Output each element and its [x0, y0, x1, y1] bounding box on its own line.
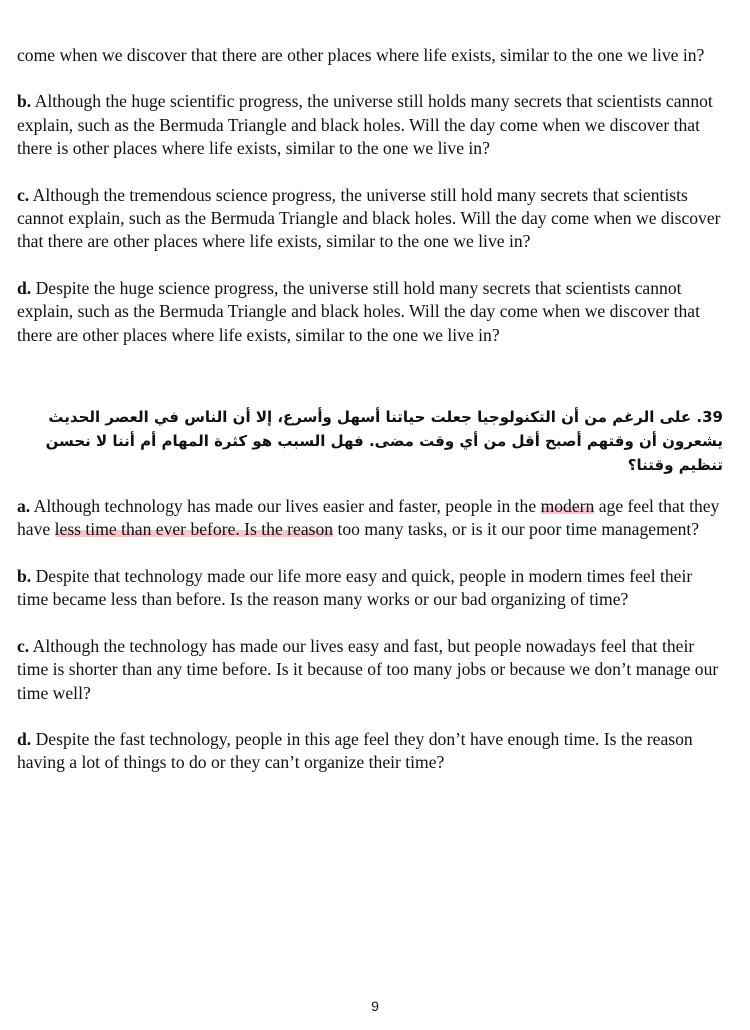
q39-option-c [17, 635, 723, 705]
question-number: 39. [696, 408, 723, 427]
option-text-part: Although technology has made our lives easier and faster, people in the [33, 496, 541, 517]
highlighted-text: less time than ever before. Is the reason [54, 519, 334, 540]
option-text: Although the technology has made our lives easy and fast, but people nowadays feel that their time is shorter than any time before. Is it because of too many jobs or because we don’t manage our time well? [17, 635, 719, 703]
option-letter: b. [17, 565, 32, 586]
q39-arabic-prompt [17, 405, 723, 477]
document-page [17, 44, 723, 775]
q38-option-a-tail: come when we discover that there are other places where life exists, similar to the one we live in? [17, 45, 705, 65]
option-text-part: age feel that they have [17, 496, 720, 540]
q38-option-d [17, 277, 723, 347]
option-letter: c. [17, 184, 30, 205]
option-text: Despite the huge science progress, the universe still hold many secrets that scientists cannot explain, such as the Bermuda Triangle and black holes. Will the day come when we discover that there are other places where life exists, similar to the one we live in? [17, 277, 700, 345]
option-text: Although the huge scientific progress, the universe still holds many secrets that scientists cannot explain, such as the Bermuda Triangle and black holes. Will the day come when we discover that there is other places where life exists, similar to the one we live in? [17, 91, 713, 159]
q39-option-a [17, 495, 723, 542]
q39-option-b [17, 565, 723, 612]
option-letter: d. [17, 728, 32, 749]
arabic-text: على الرغم من أن التكنولوجيا جعلت حياتنا أسهل وأسرع، إلا أن الناس في العصر الحديث يشعرون أن وقتهم أصبح أقل من أي وقت مضى. فهل السبب هو كثرة المهام أم أننا لا نحسن تنظيم وقتنا؟ [45, 408, 723, 475]
q39-option-d [17, 728, 723, 775]
option-letter: a. [17, 496, 31, 517]
highlighted-text: modern [540, 496, 595, 517]
option-text: Despite the fast technology, people in this age feel they don’t have enough time. Is the reason having a lot of things to do or they can’t organize their time? [17, 728, 693, 773]
option-text-part: too many tasks, or is it our poor time management? [333, 519, 700, 540]
option-letter: d. [17, 277, 32, 298]
option-letter: b. [17, 91, 32, 112]
option-text: Although the tremendous science progress, the universe still hold many secrets that scientists cannot explain, such as the Bermuda Triangle and black holes. Will the day come when we discover that there are other places where life exists, similar to the one we live in? [17, 184, 721, 252]
q38-option-c [17, 184, 723, 254]
page-number: 9 [371, 998, 379, 1014]
option-text: Despite that technology made our life more easy and quick, people in modern times feel their time became less than before. Is the reason many works or our bad organizing of time? [17, 565, 693, 610]
q38-option-b [17, 90, 723, 160]
option-letter: c. [17, 635, 30, 656]
